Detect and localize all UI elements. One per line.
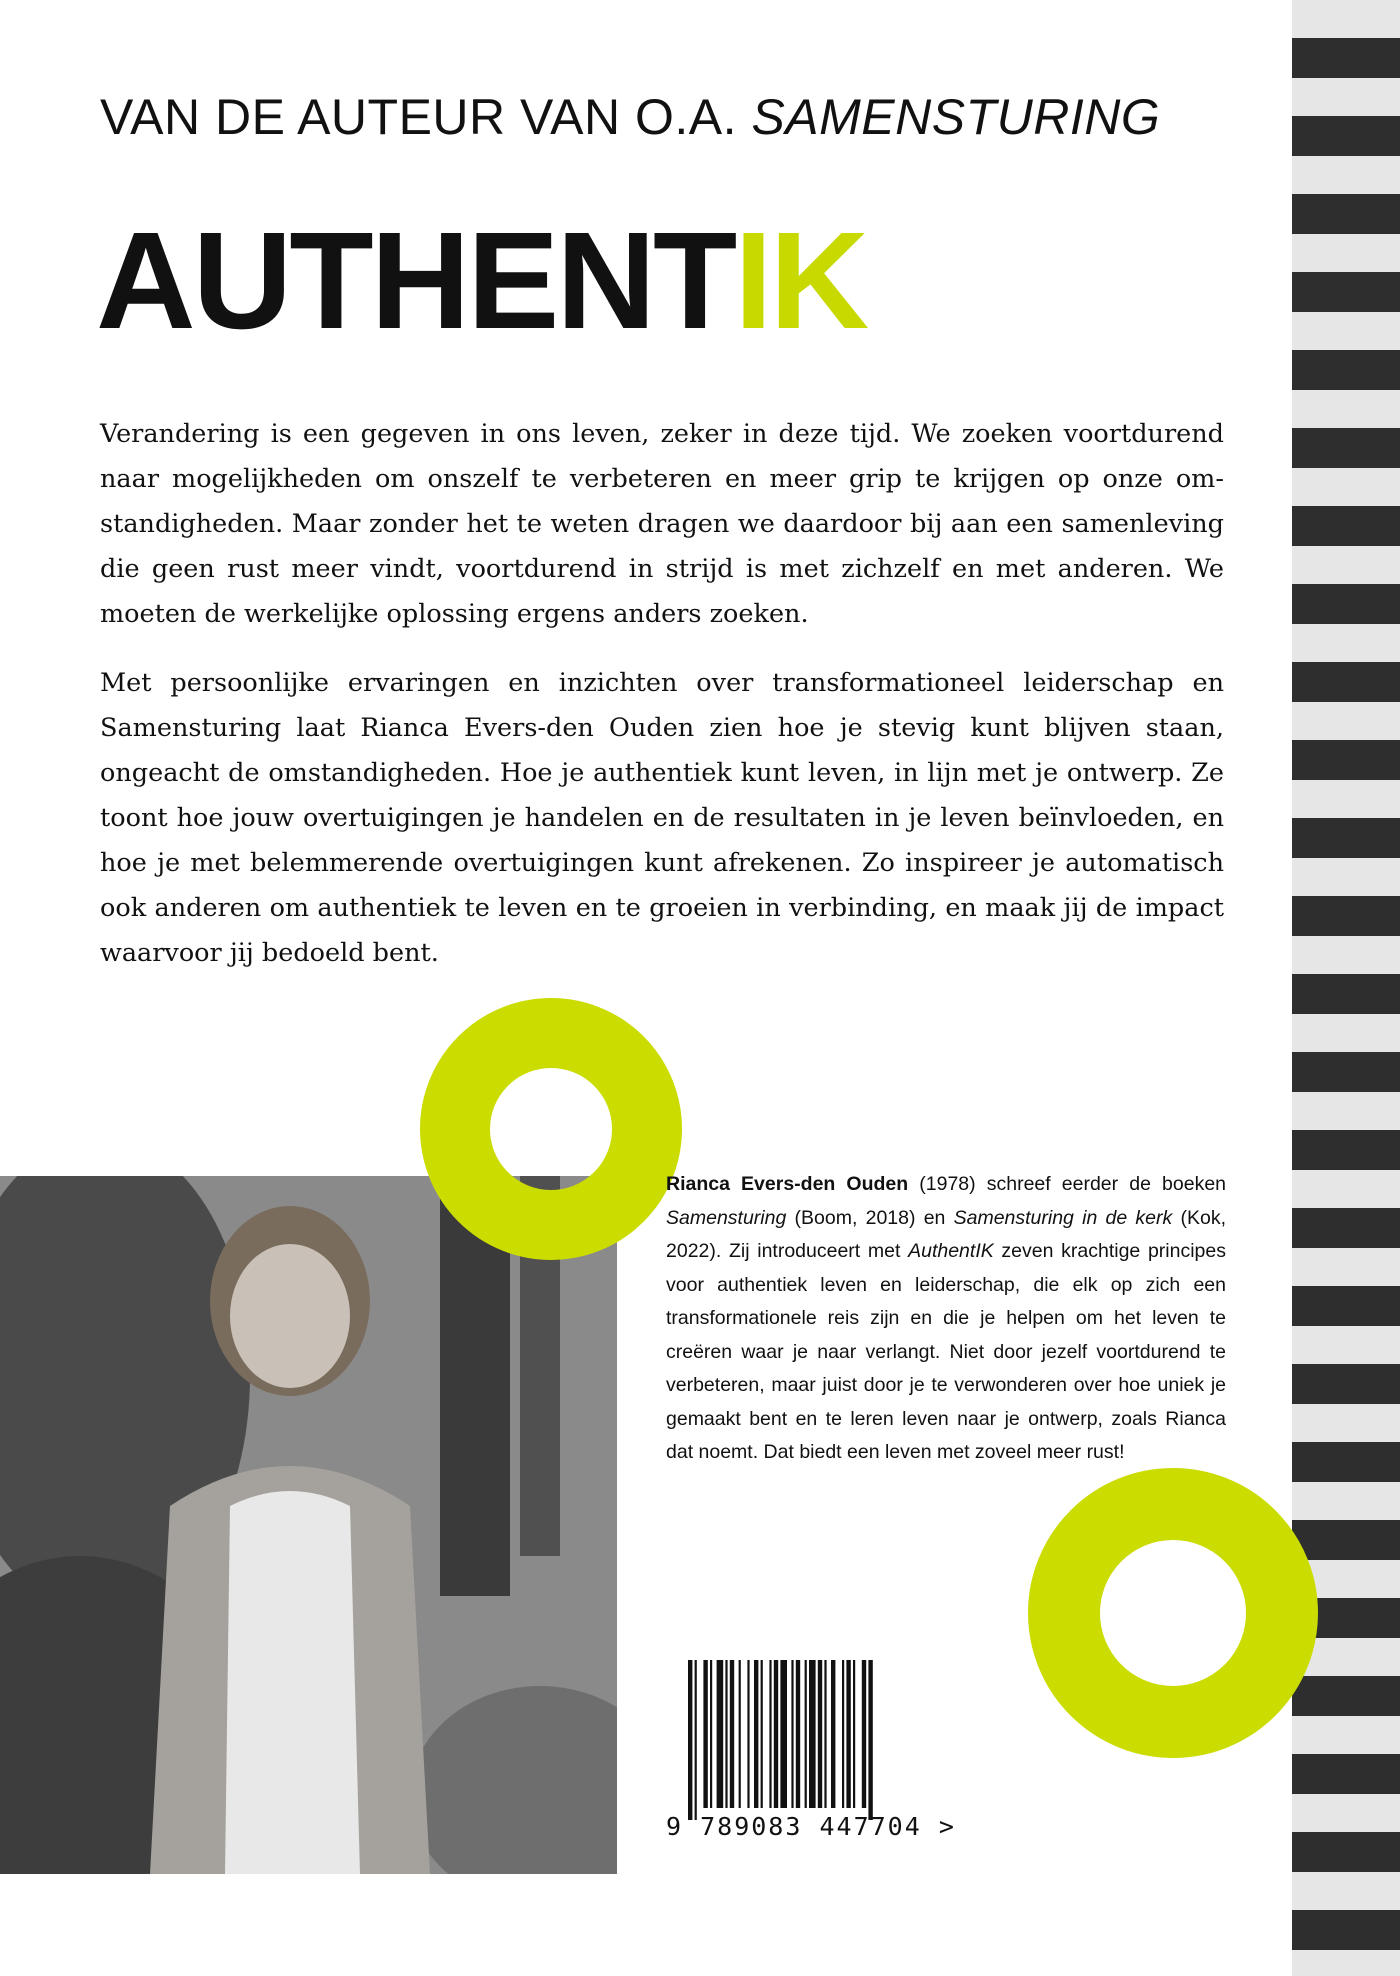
author-bio	[666, 1168, 1226, 1470]
barcode-bar	[754, 1660, 758, 1808]
barcode-bar	[780, 1660, 787, 1808]
barcode-bar	[818, 1660, 822, 1808]
author-photo	[0, 1176, 617, 1874]
blurb	[100, 412, 1224, 1000]
barcode-bar	[703, 1660, 707, 1808]
tagline-book: SAMENSTURING	[751, 89, 1161, 145]
tagline	[100, 88, 1160, 146]
crosswalk-photo-strip	[1292, 0, 1400, 1976]
bio-text: zeven krachtige principes voor authentiek leven en leiderschap, die elk op zich een transformationele reis zijn en die je helpen om het leven te creëren waar je naar verlangt. Niet door jezelf voortdurend te verbeteren, maar juist door je te verwonderen over hoe uniek je gemaakt bent en te leren leven naar je ontwerp, zoals Rianca dat noemt. Dat biedt een leven met zoveel meer rust!	[666, 1240, 1226, 1463]
barcode-bar	[868, 1660, 872, 1820]
barcode-bar	[730, 1660, 734, 1808]
bio-book-title: AuthentIK	[908, 1240, 994, 1262]
barcode-bar	[725, 1660, 727, 1808]
barcode-bar	[695, 1660, 697, 1820]
barcode-bar	[809, 1660, 816, 1808]
decorative-ring	[420, 998, 682, 1260]
bio-text: (Kok, 2022). Zij introduceert met	[666, 1206, 1226, 1262]
decorative-ring	[1028, 1468, 1318, 1758]
barcode-bar	[739, 1660, 741, 1808]
barcode-bar	[842, 1660, 844, 1808]
barcode-bar	[761, 1660, 763, 1808]
barcode-bar	[710, 1660, 712, 1808]
blurb-paragraph: Verandering is een gegeven in ons leven, zeker in deze tijd. We zoeken voortdurend naar mogelijkheden om onszelf te verbeteren en meer grip te krijgen op onze omstandigheden. Maar zonder het te weten dragen we daardoor bij aan een samenleving die geen rust meer vindt, voortdurend in strijd is met zichzelf en met anderen. We moeten de werkelijke oplossing ergens anders zoeken.	[100, 419, 1224, 629]
title-highlight: IK	[734, 204, 867, 358]
book-title	[96, 204, 867, 358]
barcode-bar	[796, 1660, 800, 1808]
barcode-bar	[853, 1660, 855, 1808]
barcode-bar	[791, 1660, 793, 1808]
barcode-bar	[688, 1660, 692, 1820]
barcode-bar	[846, 1660, 850, 1808]
isbn-digits: 9 789083 447704 >	[666, 1812, 956, 1841]
barcode-bar	[747, 1660, 749, 1808]
barcode-bar	[805, 1660, 807, 1808]
bio-text: (1978) schreef eerder de boeken	[908, 1173, 1227, 1195]
tagline-prefix: VAN DE AUTEUR VAN O.A.	[100, 89, 752, 145]
title-main: AUTHENT	[96, 204, 735, 358]
barcode-bar	[824, 1660, 826, 1808]
barcode-bar	[717, 1660, 724, 1808]
isbn-barcode	[688, 1660, 932, 1820]
barcode-bar	[831, 1660, 835, 1808]
bio-author-name: Rianca Evers-den Ouden	[666, 1173, 909, 1195]
barcode-bar	[769, 1660, 771, 1808]
bio-book-title: Samensturing	[666, 1206, 787, 1229]
barcode-bar	[862, 1660, 866, 1808]
barcode-bar	[774, 1660, 778, 1808]
bio-text: (Boom, 2018) en	[786, 1206, 954, 1229]
bio-book-title: Samensturing in de kerk	[953, 1206, 1173, 1229]
blurb-paragraph: Met persoonlijke ervaringen en inzichten over transformationeel leiderschap en Samensturing laat Rianca Evers-den Ouden zien hoe je stevig kunt blijven staan, ongeacht de omstandigheden. Hoe je authentiek kunt leven, in lijn met je ontwerp. Ze toont hoe jouw overtuigingen je handelen en de resultaten in je leven beïnvloeden, en hoe je met belemmerende overtuigingen kunt afrekenen. Zo inspireer je automatisch ook anderen om authentiek te leven en te groeien in verbinding, en maak jij de impact waarvoor jij bedoeld bent.	[100, 668, 1224, 968]
